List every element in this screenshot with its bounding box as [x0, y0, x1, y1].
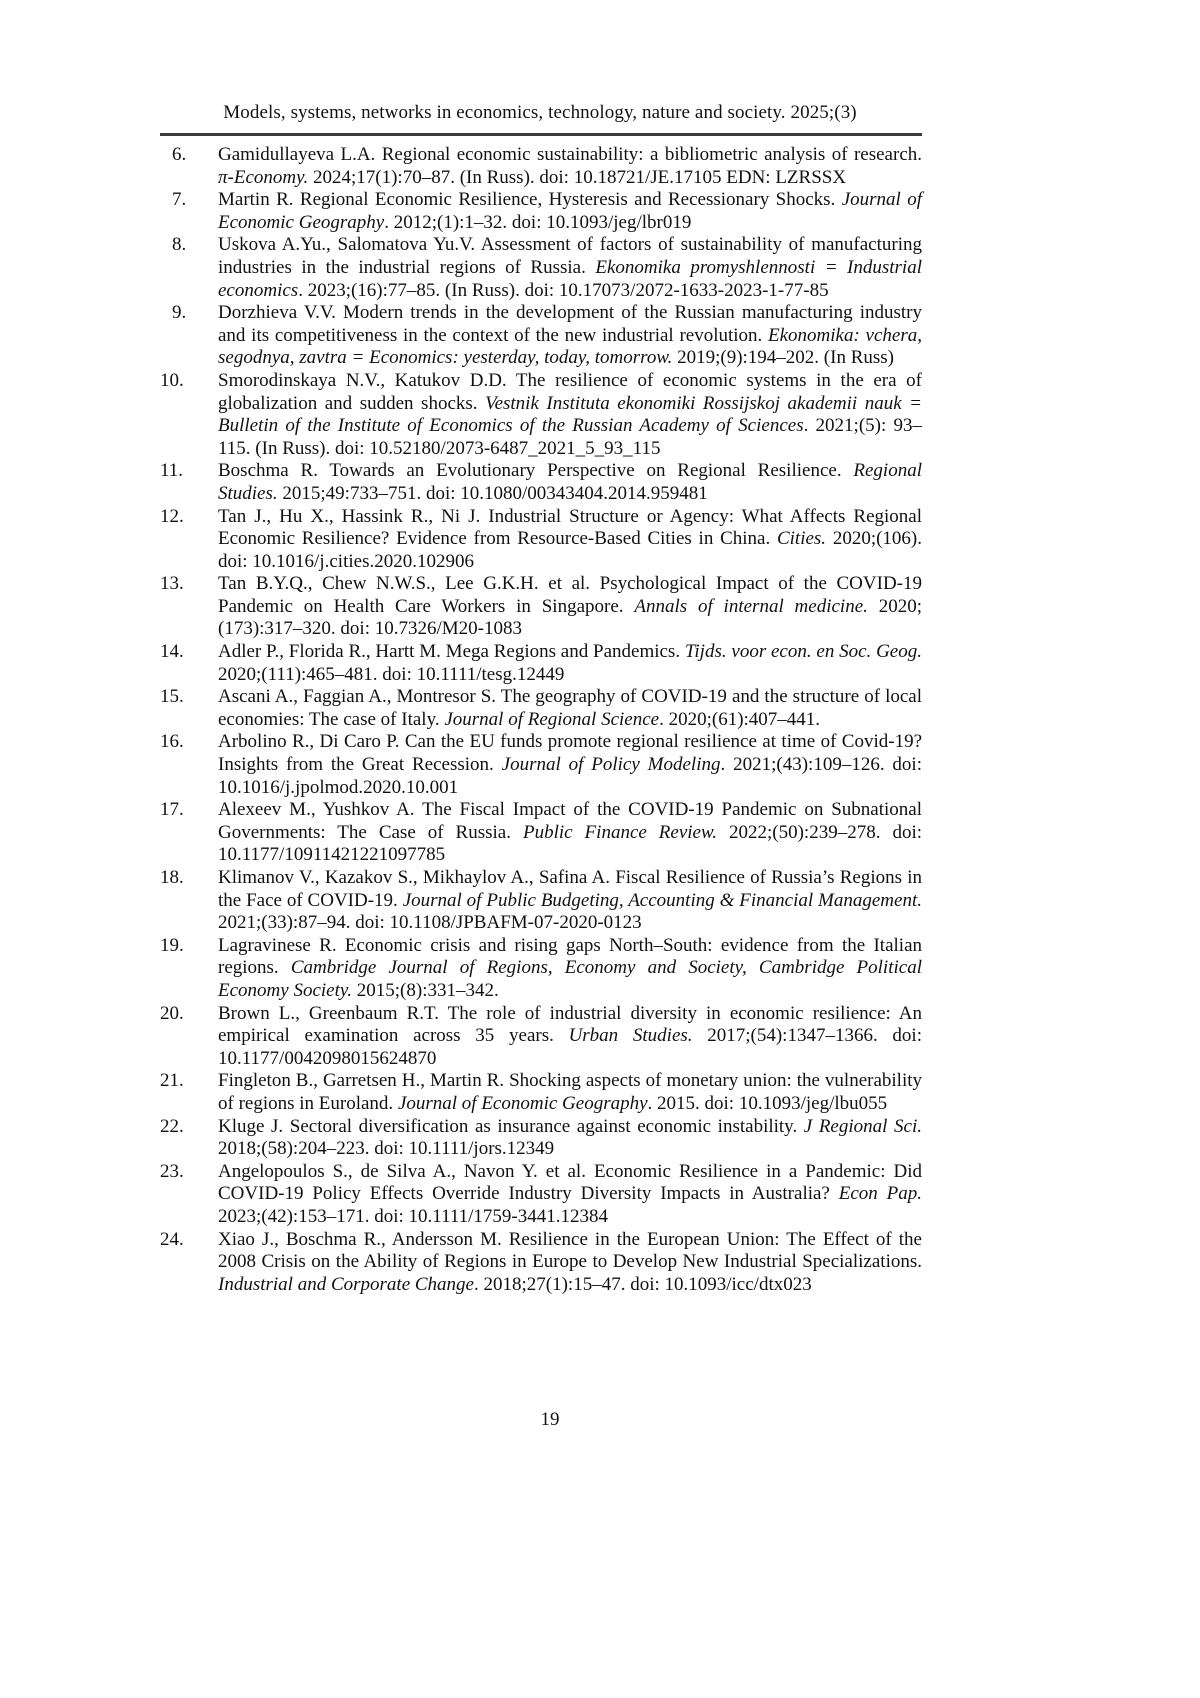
reference-text: [218, 460, 922, 505]
reference-number: 8.: [172, 234, 187, 256]
reference-item: [160, 731, 922, 799]
reference-text-segment: Fingleton B., Garretsen H., Martin R. Shocking aspects of monetary union: the vulnerability of regions in Euroland.: [218, 1070, 922, 1114]
reference-text-segment: . 2020;(61):407–441.: [659, 708, 821, 730]
reference-item: [160, 799, 922, 867]
reference-source-title: Vestnik Instituta ekonomiki Rossijskoj akademii nauk = Bulletin of the Institute of Economics of the Russian Academy of Sciences: [218, 392, 922, 437]
reference-text: [218, 799, 922, 867]
reference-text: [218, 1229, 922, 1297]
reference-number: 23.: [160, 1160, 184, 1182]
reference-number: 24.: [160, 1228, 184, 1250]
reference-source-title: Ekonomika: vchera, segodnya, zavtra = Economics: yesterday, today, tomorrow.: [218, 324, 922, 369]
reference-text-segment: Gamidullayeva L.A. Regional economic sustainability: a bibliometric analysis of research.: [218, 144, 922, 165]
reference-source-title: J Regional Sci.: [803, 1115, 922, 1137]
reference-number: 19.: [160, 934, 184, 956]
reference-list: [160, 144, 922, 1296]
reference-item: [160, 935, 922, 1003]
reference-item: [160, 686, 922, 731]
reference-text-segment: Alexeev M., Yushkov A. The Fiscal Impact of the COVID-19 Pandemic on Subnational Governments: The Case of Russia.: [218, 799, 922, 843]
reference-number: 17.: [160, 799, 184, 821]
reference-text-segment: Dorzhieva V.V. Modern trends in the development of the Russian manufacturing industry and its competitiveness in the context of the new industrial revolution.: [218, 302, 922, 346]
reference-text-segment: 2015;(8):331–342.: [352, 979, 499, 1001]
reference-text: [218, 1116, 922, 1161]
reference-text-segment: Lagravinese R. Economic crisis and rising gaps North–South: evidence from the Italian regions.: [218, 934, 922, 979]
reference-text-segment: . 2018;27(1):15–47. doi: 10.1093/icc/dtx023: [473, 1273, 812, 1295]
reference-text-segment: Kluge J. Sectoral diversification as insurance against economic instability.: [218, 1115, 804, 1137]
reference-text-segment: 2018;(58):204–223. doi: 10.1111/jors.12349: [218, 1138, 555, 1160]
reference-text-segment: 2024;17(1):70–87. (In Russ). doi: 10.18721/JE.17105 EDN: LZRSSX: [308, 166, 847, 188]
reference-number: 22.: [160, 1115, 184, 1137]
page-number: 19: [540, 1409, 560, 1430]
reference-text-segment: Smorodinskaya N.V., Katukov D.D. The resilience of economic systems in the era of globalization and sudden shocks.: [218, 369, 922, 414]
reference-item: [160, 370, 922, 460]
reference-text: [218, 1003, 922, 1071]
reference-item: [160, 1003, 922, 1071]
reference-item: [160, 506, 922, 574]
reference-item: [160, 1229, 922, 1297]
reference-source-title: Tijds. voor econ. en Soc. Geog.: [684, 641, 922, 663]
reference-source-title: Cities.: [776, 528, 827, 550]
reference-number: 6.: [172, 144, 187, 165]
reference-number: 20.: [160, 1002, 184, 1024]
reference-text-segment: 2023;(42):153–171. doi: 10.1111/1759-3441.12384: [218, 1205, 609, 1227]
reference-source-title: Ekonomika promyshlennosti = Industrial economics: [218, 256, 922, 301]
reference-text-segment: Martin R. Regional Economic Resilience, Hysteresis and Recessionary Shocks.: [218, 189, 842, 211]
reference-item: [160, 573, 922, 641]
reference-source-title: Journal of Economic Geography: [397, 1092, 648, 1114]
reference-source-title: Journal of Economic Geography: [218, 189, 922, 233]
reference-item: [160, 234, 922, 302]
reference-text-segment: Tan J., Hu X., Hassink R., Ni J. Industrial Structure or Agency: What Affects Regional Economic Resilience? Evidence from Resource-Based Cities in China.: [218, 505, 922, 550]
reference-text-segment: . 2012;(1):1–32. doi: 10.1093/jeg/lbr019: [384, 211, 692, 233]
reference-source-title: Journal of Regional Science: [444, 708, 660, 730]
reference-item: [160, 1070, 922, 1115]
reference-text-segment: Uskova A.Yu., Salomatova Yu.V. Assessment of factors of sustainability of manufacturing industries in the industrial regions of Russia.: [218, 234, 922, 278]
reference-text-segment: . 2021;(5): 93–115. (In Russ). doi: 10.52180/2073-6487_2021_5_93_115: [218, 415, 922, 459]
reference-text-segment: . 2021;(43):109–126. doi: 10.1016/j.jpolmod.2020.10.001: [218, 754, 922, 798]
reference-text: [218, 573, 922, 641]
reference-number: 15.: [160, 686, 184, 708]
reference-text-segment: 2015;49:733–751. doi: 10.1080/00343404.2014.959481: [277, 482, 708, 504]
reference-item: [160, 189, 922, 234]
reference-text-segment: Tan B.Y.Q., Chew N.W.S., Lee G.K.H. et al. Psychological Impact of the COVID-19 Pandemic on Health Care Workers in Singapore.: [218, 573, 922, 617]
reference-item: [160, 1116, 922, 1161]
reference-source-title: Urban Studies.: [568, 1025, 693, 1047]
reference-text-segment: Adler P., Florida R., Hartt M. Mega Regions and Pandemics.: [218, 641, 685, 663]
reference-text: [218, 935, 922, 1003]
reference-item: [160, 867, 922, 935]
reference-source-title: Econ Pap.: [838, 1183, 922, 1205]
reference-number: 21.: [160, 1070, 184, 1092]
reference-text-segment: Klimanov V., Kazakov S., Mikhaylov A., Safina A. Fiscal Resilience of Russia’s Regions in the Face of COVID-19.: [218, 867, 922, 911]
reference-text-segment: 2022;(50):239–278. doi: 10.1177/10911421221097785: [218, 821, 922, 866]
reference-text: [218, 302, 922, 370]
reference-text-segment: 2020;(106). doi: 10.1016/j.cities.2020.102906: [218, 528, 923, 572]
reference-text: [218, 1070, 922, 1115]
reference-text: [218, 867, 922, 935]
reference-text-segment: Arbolino R., Di Caro P. Can the EU funds promote regional resilience at time of Covid-19? Insights from the Great Recession.: [218, 731, 922, 776]
reference-text: [218, 641, 922, 686]
reference-text: [218, 234, 922, 302]
reference-text-segment: 2020;(111):465–481. doi: 10.1111/tesg.12449: [218, 663, 565, 685]
reference-source-title: Journal of Policy Modeling: [501, 754, 721, 776]
reference-text: [218, 189, 922, 234]
reference-source-title: Journal of Public Budgeting, Accounting & Financial Management.: [402, 889, 922, 911]
reference-text-segment: 2019;(9):194–202. (In Russ): [672, 347, 894, 369]
reference-text: [218, 144, 922, 189]
reference-item: [160, 641, 922, 686]
reference-number: 13.: [160, 573, 184, 595]
reference-text-segment: 2021;(33):87–94. doi: 10.1108/JPBAFM-07-2020-0123: [218, 912, 642, 934]
reference-text-segment: Boschma R. Towards an Evolutionary Perspective on Regional Resilience.: [218, 460, 854, 482]
reference-text: [218, 731, 922, 799]
reference-number: 18.: [160, 867, 184, 888]
reference-number: 7.: [172, 189, 187, 211]
reference-text: [218, 1161, 922, 1229]
reference-item: [160, 1161, 922, 1229]
reference-text-segment: . 2023;(16):77–85. (In Russ). doi: 10.17073/2072-1633-2023-1-77-85: [298, 279, 829, 301]
reference-number: 10.: [160, 369, 184, 391]
reference-text: [218, 370, 922, 460]
reference-text-segment: 2017;(54):1347–1366. doi: 10.1177/0042098015624870: [218, 1025, 922, 1069]
reference-number: 16.: [160, 731, 184, 753]
header-rule: [160, 133, 922, 136]
reference-item: [160, 144, 922, 189]
reference-text-segment: . 2015. doi: 10.1093/jeg/lbu055: [647, 1092, 888, 1114]
reference-text-segment: Ascani A., Faggian A., Montresor S. The geography of COVID-19 and the structure of local economies: The case of Italy.: [218, 686, 922, 730]
reference-text-segment: Angelopoulos S., de Silva A., Navon Y. et al. Economic Resilience in a Pandemic: Did COVID-19 Policy Effects Override Industry Diversity Impacts in Australia?: [218, 1160, 922, 1205]
reference-number: 9.: [172, 302, 187, 324]
running-header: Models, systems, networks in economics, technology, nature and society. 2025;(3): [223, 102, 857, 123]
reference-number: 11.: [160, 460, 184, 482]
reference-number: 12.: [160, 505, 184, 527]
reference-source-title: Public Finance Review.: [522, 821, 717, 843]
reference-source-title: Regional Studies.: [218, 460, 922, 504]
reference-source-title: Cambridge Journal of Regions, Economy and Society, Cambridge Political Economy Society.: [218, 957, 922, 1001]
reference-text: [218, 686, 922, 731]
reference-source-title: Industrial and Corporate Change: [218, 1273, 474, 1295]
reference-text-segment: Brown L., Greenbaum R.T. The role of industrial diversity in economic resilience: An empirical examination across 35 years.: [218, 1002, 922, 1047]
reference-item: [160, 460, 922, 505]
reference-number: 14.: [160, 641, 184, 663]
reference-text: [218, 506, 922, 574]
reference-text-segment: 2020;(173):317–320. doi: 10.7326/M20-1083: [218, 595, 922, 640]
reference-item: [160, 302, 922, 370]
reference-source-title: π-Economy.: [218, 166, 309, 188]
reference-text-segment: Xiao J., Boschma R., Andersson M. Resilience in the European Union: The Effect of the 2008 Crisis on the Ability of Regions in Europe to Develop New Industrial Specializations.: [218, 1228, 922, 1273]
reference-source-title: Annals of internal medicine.: [634, 595, 868, 617]
